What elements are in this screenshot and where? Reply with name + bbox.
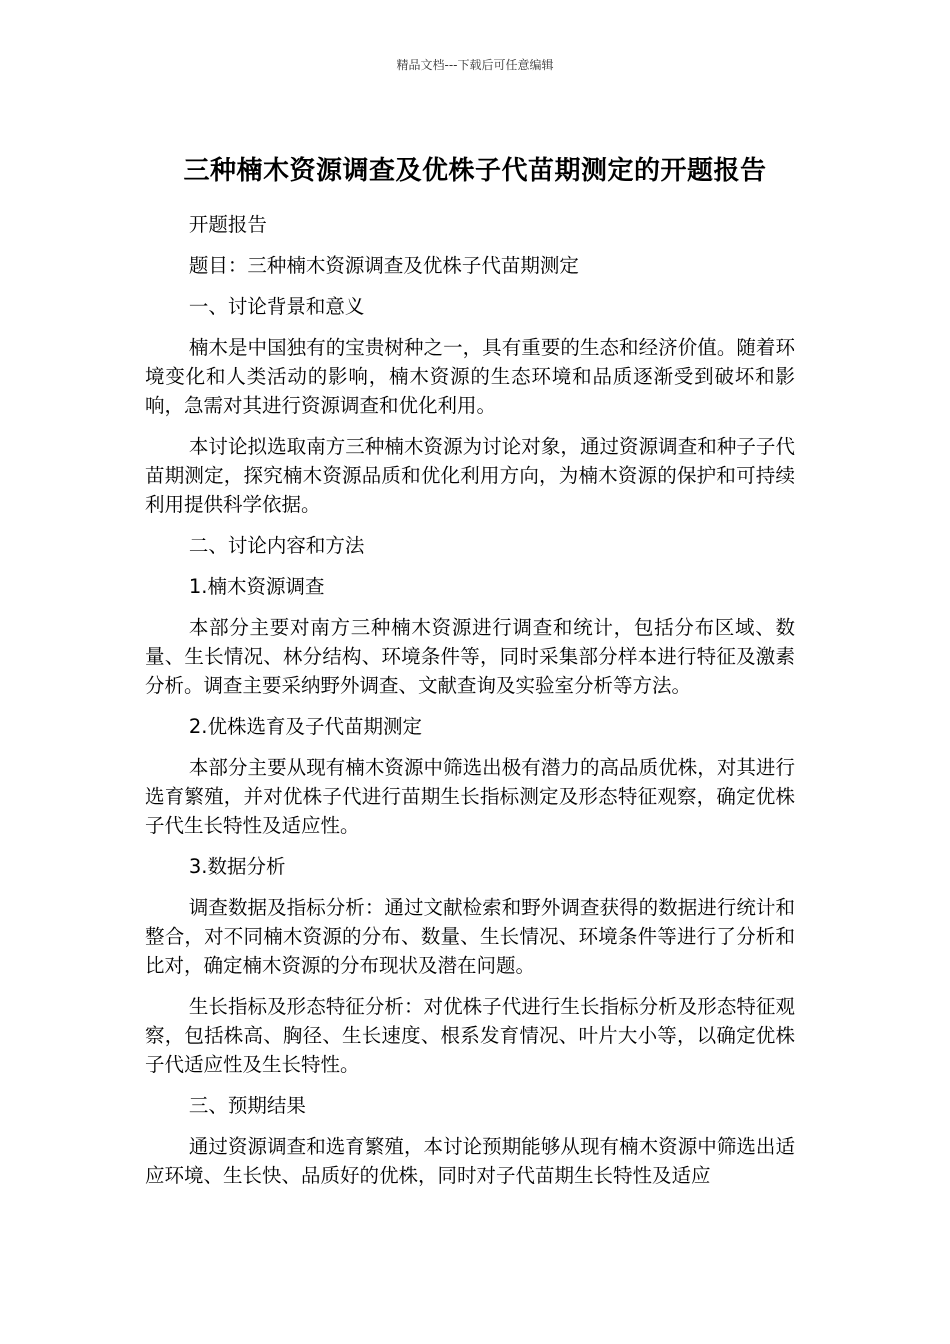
subheading-data-analysis: 3.数据分析	[188, 855, 286, 878]
paragraph-survey-data-analysis: 调查数据及指标分析：通过文献检索和野外调查获得的数据进行统计和整合，对不同楠木资源的分布、数量、生长情况、环境条件等进行了分析和比对，确定楠木资源的分布现状及潜在问题。	[145, 896, 795, 977]
paragraph-expected-results: 通过资源调查和选育繁殖，本讨论预期能够从现有楠木资源中筛选出适应环境、生长快、品质好的优株，同时对子代苗期生长特性及适应	[145, 1135, 795, 1187]
document-title: 三种楠木资源调查及优株子代苗期测定的开题报告	[183, 156, 767, 187]
section-heading-expected-results: 三、预期结果	[188, 1094, 306, 1117]
paragraph-topic: 题目：三种楠木资源调查及优株子代苗期测定	[188, 254, 579, 277]
document-body	[145, 210, 795, 1202]
paragraph-background-1: 楠木是中国独有的宝贵树种之一，具有重要的生态和经济价值。随着环境变化和人类活动的影响，楠木资源的生态环境和品质逐渐受到破坏和影响，急需对其进行资源调查和优化利用。	[145, 336, 795, 417]
paragraph-breeding: 本部分主要从现有楠木资源中筛选出极有潜力的高品质优株，对其进行选育繁殖，并对优株子代进行苗期生长指标测定及形态特征观察，确定优株子代生长特性及适应性。	[145, 756, 795, 837]
section-heading-background: 一、讨论背景和意义	[188, 295, 365, 318]
paragraph-resource-survey: 本部分主要对南方三种楠木资源进行调查和统计，包括分布区域、数量、生长情况、林分结构、环境条件等，同时采集部分样本进行特征及激素分析。调查主要采纳野外调查、文献查询及实验室分析等方法。	[145, 616, 795, 697]
subheading-resource-survey: 1.楠木资源调查	[188, 575, 325, 598]
paragraph-growth-analysis: 生长指标及形态特征分析：对优株子代进行生长指标分析及形态特征观察，包括株高、胸径、生长速度、根系发育情况、叶片大小等，以确定优株子代适应性及生长特性。	[145, 995, 795, 1076]
section-heading-content-methods: 二、讨论内容和方法	[188, 534, 365, 557]
page-header: 精品文档---下载后可任意编辑	[396, 58, 554, 72]
paragraph-background-2: 本讨论拟选取南方三种楠木资源为讨论对象，通过资源调查和种子子代苗期测定，探究楠木资源品质和优化利用方向，为楠木资源的保护和可持续利用提供科学依据。	[145, 435, 795, 516]
subheading-breeding: 2.优株选育及子代苗期测定	[188, 715, 422, 738]
paragraph-report-label: 开题报告	[188, 213, 267, 236]
